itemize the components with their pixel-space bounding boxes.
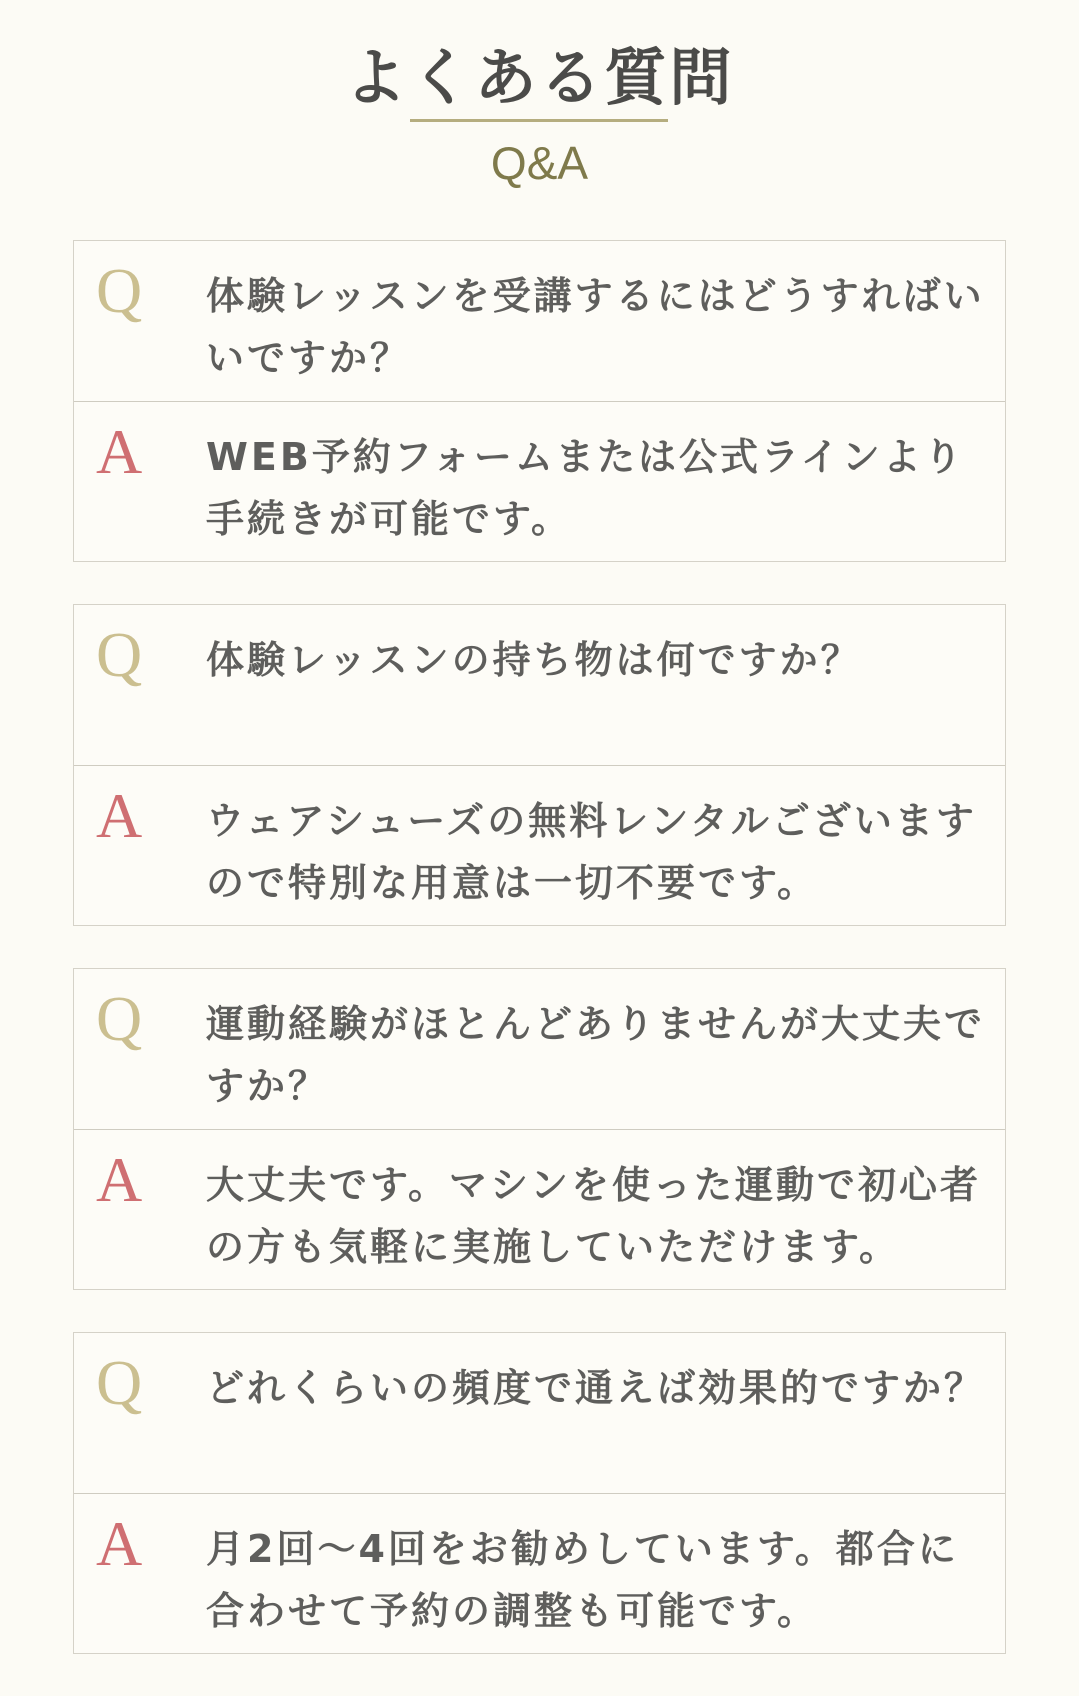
faq-item[interactable] bbox=[73, 1332, 1006, 1654]
faq-answer: ウェアシューズの無料レンタルございますので特別な用意は一切不要です。 bbox=[206, 799, 977, 905]
faq-item[interactable] bbox=[73, 240, 1006, 562]
faq-question-row[interactable] bbox=[74, 1333, 1005, 1493]
faq-question: 運動経験がほとんどありませんが大丈夫ですか？ bbox=[206, 1002, 986, 1108]
page-subtitle: Q&A bbox=[490, 137, 589, 189]
answer-mark-icon: A bbox=[96, 1508, 143, 1579]
question-mark-icon: Q bbox=[96, 1347, 143, 1418]
faq-question-row[interactable] bbox=[74, 605, 1005, 765]
faq-list bbox=[73, 240, 1006, 1696]
faq-answer: 月2回～4回をお勧めしています。都合に合わせて予約の調整も可能です。 bbox=[206, 1527, 959, 1633]
faq-question: どれくらいの頻度で通えば効果的ですか？ bbox=[206, 1366, 986, 1410]
answer-mark-icon: A bbox=[96, 416, 143, 487]
faq-answer: WEB予約フォームまたは公式ラインより手続きが可能です。 bbox=[206, 435, 965, 541]
faq-question: 体験レッスンを受講するにはどうすればいいですか？ bbox=[206, 274, 985, 380]
answer-mark-icon: A bbox=[96, 780, 143, 851]
faq-question-row[interactable] bbox=[74, 969, 1005, 1129]
faq-question: 体験レッスンの持ち物は何ですか？ bbox=[206, 638, 862, 682]
question-mark-icon: Q bbox=[96, 983, 143, 1054]
title-underline bbox=[410, 119, 668, 122]
faq-item[interactable] bbox=[73, 968, 1006, 1290]
faq-answer-row bbox=[74, 1493, 1005, 1653]
page-title: よくある質問 bbox=[344, 41, 735, 114]
faq-answer-row bbox=[74, 765, 1005, 925]
faq-answer-row bbox=[74, 1129, 1005, 1289]
faq-answer: 大丈夫です。マシンを使った運動で初心者の方も気軽に実施していただけます。 bbox=[206, 1163, 982, 1269]
question-mark-icon: Q bbox=[96, 619, 143, 690]
faq-item[interactable] bbox=[73, 604, 1006, 926]
faq-answer-row bbox=[74, 401, 1005, 561]
question-mark-icon: Q bbox=[96, 255, 143, 326]
answer-mark-icon: A bbox=[96, 1144, 143, 1215]
faq-question-row[interactable] bbox=[74, 241, 1005, 401]
